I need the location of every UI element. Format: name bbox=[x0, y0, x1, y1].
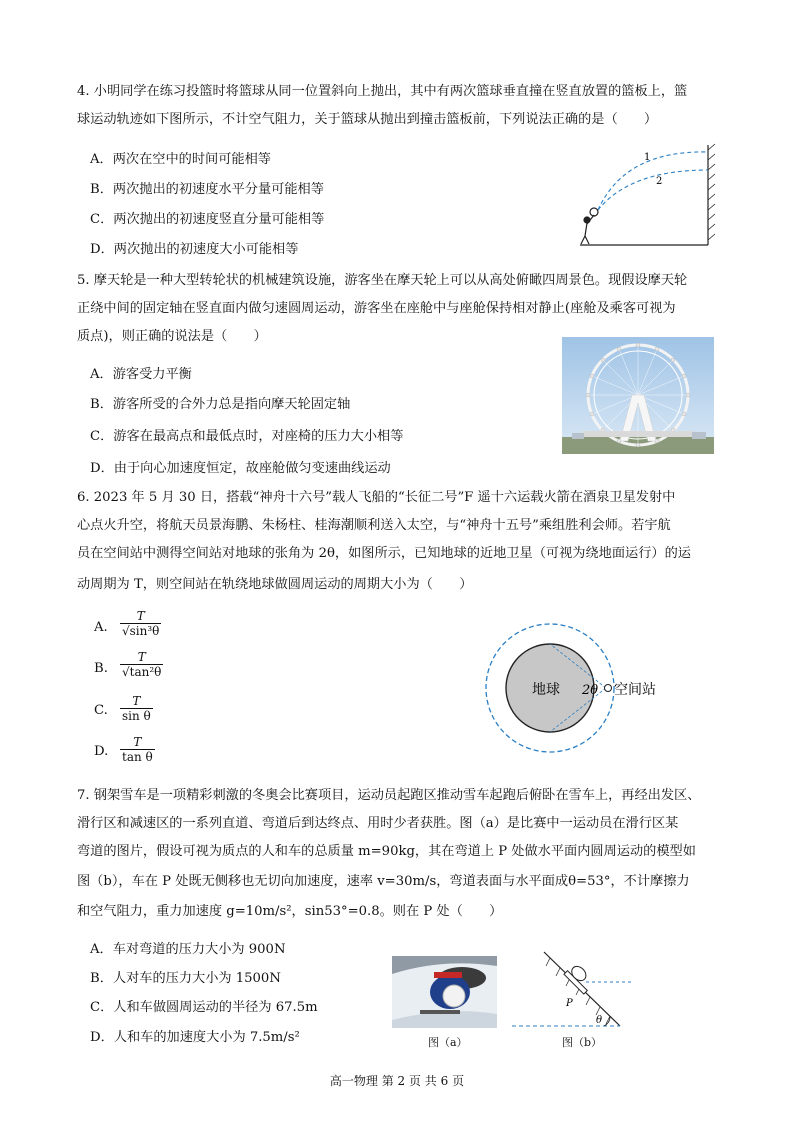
q6-orbit-figure bbox=[480, 618, 670, 760]
q6-option-c-letter: C. bbox=[94, 703, 108, 718]
q6-option-a-denominator: √sin³θ bbox=[122, 624, 160, 638]
q7-option-a: A．车对弯道的压力大小为 900N bbox=[90, 942, 286, 957]
q5-option-a: A．游客受力平衡 bbox=[90, 367, 192, 382]
q7-option-b: B．人对车的压力大小为 1500N bbox=[90, 971, 281, 986]
trajectory-label-1: 1 bbox=[644, 152, 651, 163]
q4-option-c: C．两次抛出的初速度竖直分量可能相等 bbox=[90, 212, 325, 227]
q6-option-a-numerator: T bbox=[136, 609, 145, 623]
q6-stem-line4: 动周期为 T，则空间站在轨绕地球做圆周运动的周期大小为（ ） bbox=[77, 577, 473, 592]
q6-option-d-fraction bbox=[120, 735, 155, 765]
q5-stem-line3: 质点)，则正确的说法是（ ） bbox=[77, 329, 267, 344]
q6-option-a-fraction bbox=[120, 609, 161, 639]
trajectory-label-2: 2 bbox=[656, 176, 663, 187]
q6-option-b-denominator: √tan²θ bbox=[122, 665, 162, 679]
theta-label: θ bbox=[596, 1015, 603, 1026]
q7-option-c: C．人和车做圆周运动的半径为 67.5m bbox=[90, 1000, 318, 1015]
page-footer: 高一物理 第 2 页 共 6 页 bbox=[329, 1074, 465, 1088]
q7-skeleton-photo bbox=[392, 956, 497, 1028]
q6-option-d-denominator: tan θ bbox=[122, 750, 153, 764]
q6-option-b-numerator: T bbox=[137, 650, 146, 664]
q6-option-d-letter: D. bbox=[94, 744, 109, 759]
q4-stem-line2: 球运动轨迹如下图所示，不计空气阻力，关于篮球从抛出到撞击篮板前，下列说法正确的是（ ） bbox=[77, 112, 658, 127]
q5-stem-line2: 正绕中间的固定轴在竖直面内做匀速圆周运动，游客坐在座舱中与座舱保持相对静止(座舱及乘客可视为 bbox=[77, 301, 676, 316]
p-label: P bbox=[566, 998, 573, 1009]
q5-option-b: B．游客所受的合外力总是指向摩天轮固定轴 bbox=[90, 397, 351, 412]
q7-caption-a: 图（a） bbox=[428, 1036, 468, 1049]
q6-option-c-numerator: T bbox=[132, 694, 141, 708]
q7-caption-b: 图（b） bbox=[562, 1036, 603, 1049]
q5-option-d: D．由于向心加速度恒定，故座舱做匀变速曲线运动 bbox=[90, 461, 391, 476]
q7-stem-line3: 弯道的图片，假设可视为质点的人和车的总质量 m=90kg，其在弯道上 P 处做水平面内圆周运动的模型如 bbox=[77, 844, 696, 859]
space-station-dot bbox=[605, 685, 612, 692]
q4-option-d: D．两次抛出的初速度大小可能相等 bbox=[90, 242, 299, 257]
q6-option-d-numerator: T bbox=[133, 735, 142, 749]
q7-stem-line1: 7. 钢架雪车是一项精彩刺激的冬奥会比赛项目，运动员起跑区推动雪车起跑后俯卧在雪车上，再经出发区、 bbox=[77, 788, 701, 803]
angle-label: 2θ bbox=[582, 683, 599, 698]
q7-stem-line5: 和空气阻力，重力加速度 g=10m/s²，sin53°=0.8。则在 P 处（ ） bbox=[77, 904, 503, 919]
q6-option-b-fraction bbox=[120, 650, 163, 680]
q5-option-c: C．游客在最高点和最低点时，对座椅的压力大小相等 bbox=[90, 429, 404, 444]
q6-option-b-letter: B. bbox=[94, 661, 108, 676]
q7-stem-line4: 图（b），车在 P 处既无侧移也无切向加速度，速率 v=30m/s，弯道表面与水平面成θ=53°，不计摩擦力 bbox=[77, 874, 690, 889]
q6-stem-line3: 员在空间站中测得空间站对地球的张角为 2θ，如图所示，已知地球的近地卫星（可视为绕地面运行）的运 bbox=[77, 546, 691, 561]
q4-option-b: B．两次抛出的初速度水平分量可能相等 bbox=[90, 182, 324, 197]
q6-stem-line2: 心点火升空，将航天员景海鹏、朱杨柱、桂海潮顺利送入太空，与“神舟十五号”乘组胜利会师。若宇航 bbox=[77, 518, 671, 533]
q4-option-a: A．两次在空中的时间可能相等 bbox=[90, 152, 271, 167]
wall-hatching bbox=[708, 144, 715, 240]
q7-option-d: D．人和车的加速度大小为 7.5m/s² bbox=[90, 1030, 300, 1045]
station-label: 空间站 bbox=[614, 682, 656, 698]
q4-stem-line1: 4. 小明同学在练习投篮时将篮球从同一位置斜向上抛出，其中有两次篮球垂直撞在竖直放置的篮板上，篮 bbox=[77, 84, 688, 99]
q7-stem-line2: 滑行区和减速区的一系列直道、弯道后到达终点、用时少者获胜。图（a）是比赛中一运动员在滑行区某 bbox=[77, 816, 679, 831]
q6-option-c-fraction bbox=[120, 694, 153, 724]
q5-ferris-wheel-photo bbox=[562, 337, 714, 454]
player-figure bbox=[581, 208, 598, 244]
trajectory-1 bbox=[598, 152, 708, 210]
q7-model-diagram bbox=[508, 944, 638, 1032]
trajectory-2 bbox=[598, 170, 708, 210]
sled-figure bbox=[564, 962, 596, 994]
q6-option-a-letter: A. bbox=[94, 620, 108, 635]
q5-stem-line1: 5. 摩天轮是一种大型转轮状的机械建筑设施，游客坐在摩天轮上可以从高处俯瞰四周景色。现假设摩天轮 bbox=[77, 273, 688, 288]
earth-label: 地球 bbox=[532, 682, 560, 698]
q4-basketball-figure bbox=[570, 140, 720, 250]
q6-option-c-denominator: sin θ bbox=[122, 709, 151, 723]
q6-stem-line1: 6. 2023 年 5 月 30 日，搭载“神舟十六号”载人飞船的“长征二号”F 遥十六运载火箭在酒泉卫星发射中 bbox=[77, 490, 676, 505]
